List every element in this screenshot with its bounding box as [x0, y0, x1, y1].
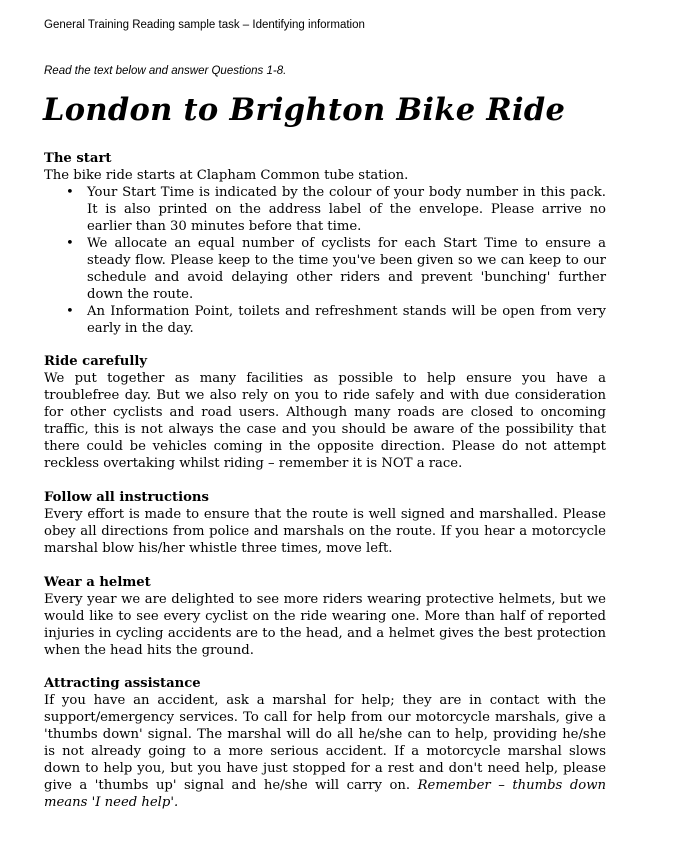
reminder-text: Remember – thumbs down means 'I need help'.	[44, 778, 606, 811]
section-intro: The bike ride starts at Clapham Common tube station.	[44, 167, 409, 183]
bullet-icon: •	[66, 303, 74, 319]
list-item	[66, 303, 606, 338]
list-item-text: Your Start Time is indicated by the colour of your body number in this pack. It is also printed on the address label of the envelope. Please arrive no earlier than 30 minutes before that time.	[87, 184, 606, 234]
section-text: Every effort is made to ensure that the route is well signed and marshalled. Please obey all directions from police and marshals on the route. If you hear a motorcycle marshal blow his/her whistle three times, move left.	[44, 506, 606, 556]
section-text: We put together as many facilities as possible to help ensure you have a troublefree day. But we also rely on you to ride safely and with due consideration for other cyclists and road users. Although many roads are closed to oncoming traffic, this is not always the case and you should be aware of the possibility that there could be vehicles coming in the opposite direction. Please do not attempt reckless overtaking whilst riding – remember it is NOT a race.	[44, 371, 606, 472]
bullet-icon: •	[66, 235, 74, 251]
section-ride-carefully	[44, 354, 606, 473]
section-attracting-assistance	[44, 676, 606, 812]
section-text: Every year we are delighted to see more riders wearing protective helmets, but we would like to see every cyclist on the ride wearing one. More than half of reported injuries in cycling accidents are to the head, and a helmet gives the best protection when the head hits the ground.	[44, 591, 606, 658]
section-heading: Attracting assistance	[44, 676, 201, 692]
bullet-icon: •	[66, 184, 74, 200]
list-item-text: An Information Point, toilets and refreshment stands will be open from very early in the day.	[87, 303, 606, 336]
section-follow-instructions	[44, 490, 606, 558]
bullet-list	[44, 185, 606, 338]
section-wear-helmet	[44, 575, 606, 660]
section-heading: Follow all instructions	[44, 490, 209, 506]
section-the-start	[44, 151, 606, 337]
section-heading: The start	[44, 151, 112, 166]
list-item-text: We allocate an equal number of cyclists for each Start Time to ensure a steady flow. Please keep to the time you've been given so we can keep to our schedule and avoid delaying other riders and prevent 'bunching' further down the route.	[87, 235, 606, 302]
section-text	[44, 693, 606, 812]
page-header: General Training Reading sample task – Identifying information	[44, 19, 365, 31]
task-instruction: Read the text below and answer Questions 1-8.	[44, 65, 287, 77]
article-body	[44, 151, 606, 829]
list-item	[66, 184, 606, 236]
page-title: London to Brighton Bike Ride	[43, 92, 566, 128]
list-item	[66, 235, 606, 304]
section-text-body: If you have an accident, ask a marshal for help; they are in contact with the support/emergency services. To call for help from our motorcycle marshals, give a 'thumbs down' signal. The marshal will do all he/she can to help, providing he/she is not already going to a more serious accident. If a motorcycle marshal slows down to help you, but you have just stopped for a rest and don't need help, please give a 'thumbs up' signal and he/she will carry on.	[44, 693, 606, 794]
section-heading: Wear a helmet	[44, 574, 151, 590]
section-heading: Ride carefully	[44, 354, 148, 370]
